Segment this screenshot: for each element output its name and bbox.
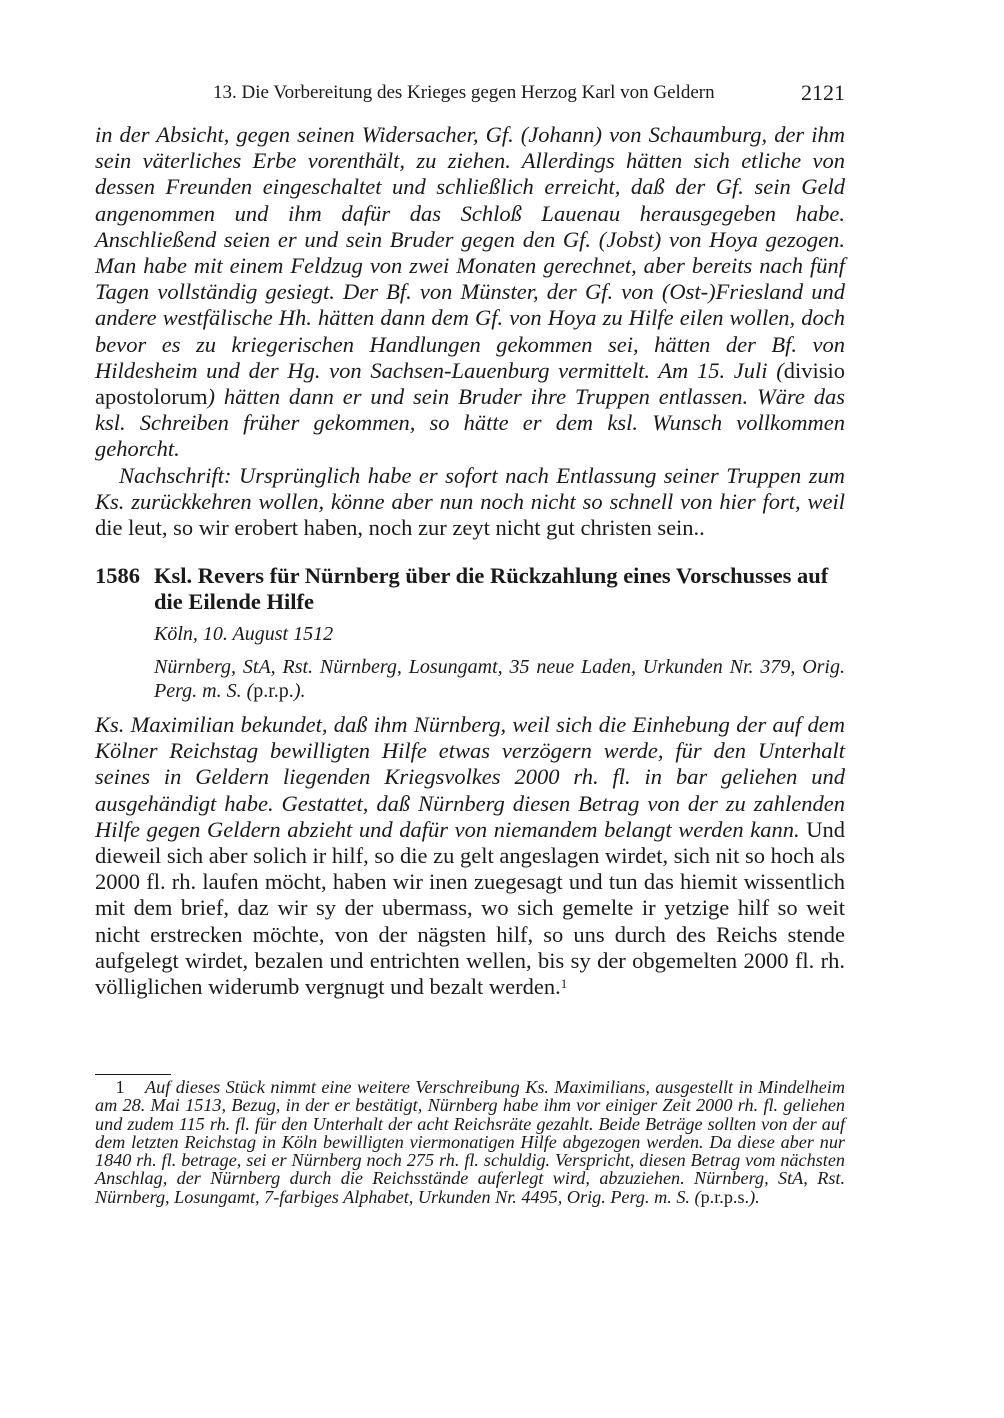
- postscript-paragraph: [95, 463, 845, 542]
- source-end: ).: [293, 680, 306, 702]
- footnote-reference[interactable]: 1: [560, 976, 568, 992]
- regest-text-end: ) hätten dann er und sein Bruder ihre Truppen entlassen. Wäre das ksl. Schreiben früher gekommen, so hätte er dem ksl. Wunsch vollkommen gehorcht.: [95, 384, 845, 462]
- document-title: Ksl. Revers für Nürnberg über die Rückzahlung eines Vorschusses auf die Eilende Hilfe: [154, 563, 829, 614]
- running-head: [95, 80, 845, 110]
- footnote-text: Auf dieses Stück nimmt eine weitere Verschreibung Ks. Maximilians, ausgestellt in Mindelheim am 28. Mai 1513, Bezug, in der er bestätigt, Nürnberg habe ihm vor einiger Zeit 2000 rh. fl. geliehen und zudem 115 rh. fl. für den Unterhalt der acht Reichsräte gezahlt. Beide Beträge sollten von der auf dem letzten Reichstag in Köln bewilligten viermonatigen Hilfe abgezogen werden. Da diese aber nur 1840 rh. fl. betrage, sei er Nürnberg noch 275 rh. fl. schuldig. Verspricht, diesen Betrag vom nächsten Anschlag, der Nürnberg durch die Reichsstände auferlegt wird, abzuziehen. Nürnberg, StA, Rst. Nürnberg, Losungamt, 7-farbiges Alphabet, Urkunden Nr. 4495, Orig. Perg. m. S. (: [95, 1077, 845, 1207]
- footnote-divider: [95, 1074, 171, 1075]
- page-number: 2121: [801, 80, 845, 105]
- running-head-title: 13. Die Vorbereitung des Krieges gegen Herzog Karl von Geldern: [213, 82, 715, 103]
- regest-continuation: [95, 122, 845, 541]
- footnote: [95, 1078, 845, 1206]
- regest-paragraph: [95, 122, 845, 463]
- source-text: Nürnberg, StA, Rst. Nürnberg, Losungamt, 35 neue Laden, Urkunden Nr. 379, Orig. Perg. m. S. (: [154, 656, 845, 702]
- place-date: Köln, 10. August 1512: [154, 623, 334, 645]
- footnote-mark: 1: [115, 1077, 125, 1097]
- regest-summary: Ks. Maximilian bekundet, daß ihm Nürnberg, weil sich die Einhebung der auf dem Kölner Reichstag bewilligten Hilfe etwas verzögern werde, für den Unterhalt seines in Geldern liegenden Kriegsvolkes 2000 rh. fl. in bar geliehen und ausgehändigt habe. Gestattet, daß Nürnberg diesen Betrag von der zu zahlenden Hilfe gegen Geldern abzieht und dafür von niemandem belangt werden kann.: [95, 712, 845, 842]
- document-number: 1586: [95, 563, 140, 588]
- quoted-date: divisio apostolorum: [95, 357, 845, 410]
- seal-abbrev: p.r.p.: [253, 680, 294, 702]
- quoted-source-text: Und dieweil sich aber solich ir hilf, so die zu gelt angeslagen wirdet, sich nit so hoch als 2000 fl. rh. laufen möcht, haben wir inen zuegesagt und tun das hiemit wissentlich mit dem brief, daz wir sy der ubermass, wo sich gemelte ir yetzige hilf so weit nicht erstrecken möchte, von der nägsten hilf, so uns durch des Reichs stende aufgelegt wirdet, bezalen und entrichten wellen, bis sy der obgemelten 2000 fl. rh. völliglichen widerumb vergnugt und bezalt werden.: [95, 816, 846, 1000]
- document-heading: [95, 563, 845, 615]
- footnote-paragraph: [95, 1078, 845, 1206]
- archival-source: [154, 655, 845, 703]
- regest-text: in der Absicht, gegen seinen Widersacher, Gf. (Johann) von Schaumburg, der ihm sein väterliches Erbe vorenthält, zu ziehen. Allerdings hätten sich etliche von dessen Freunden eingeschaltet und schließlich erreicht, daß der Gf. sein Geld angenommen und ihm dafür das Schloß Lauenau herausgegeben habe. Anschließend seien er und sein Bruder gegen den Gf. (Jobst) von Hoya gezogen. Man habe mit einem Feldzug von zwei Monaten gerechnet, aber bereits nach fünf Tagen vollständig gesiegt. Der Bf. von Münster, der Gf. von (Ost-)Friesland und andere westfälische Hh. hätten dann dem Gf. von Hoya zu Hilfe eilen wollen, doch bevor es zu kriegerischen Handlungen gekommen sei, hätten der Bf. von Hildesheim und der Hg. von Sachsen-Lauenburg vermittelt. Am 15. Juli (: [95, 122, 845, 383]
- postscript-text: Nachschrift: Ursprünglich habe er sofort nach Entlassung seiner Truppen zum Ks. zurückkehren wollen, könne aber nun noch nicht so schnell von hier fort, weil: [95, 462, 845, 514]
- body-paragraph: [95, 712, 845, 1000]
- postscript-quote: die leut, so wir erobert haben, noch zur zeyt nicht gut christen sein..: [95, 515, 705, 541]
- footnote-seal-abbrev: p.r.p.s.: [700, 1186, 750, 1207]
- document-body: [95, 712, 845, 1000]
- footnote-end: ).: [749, 1186, 760, 1207]
